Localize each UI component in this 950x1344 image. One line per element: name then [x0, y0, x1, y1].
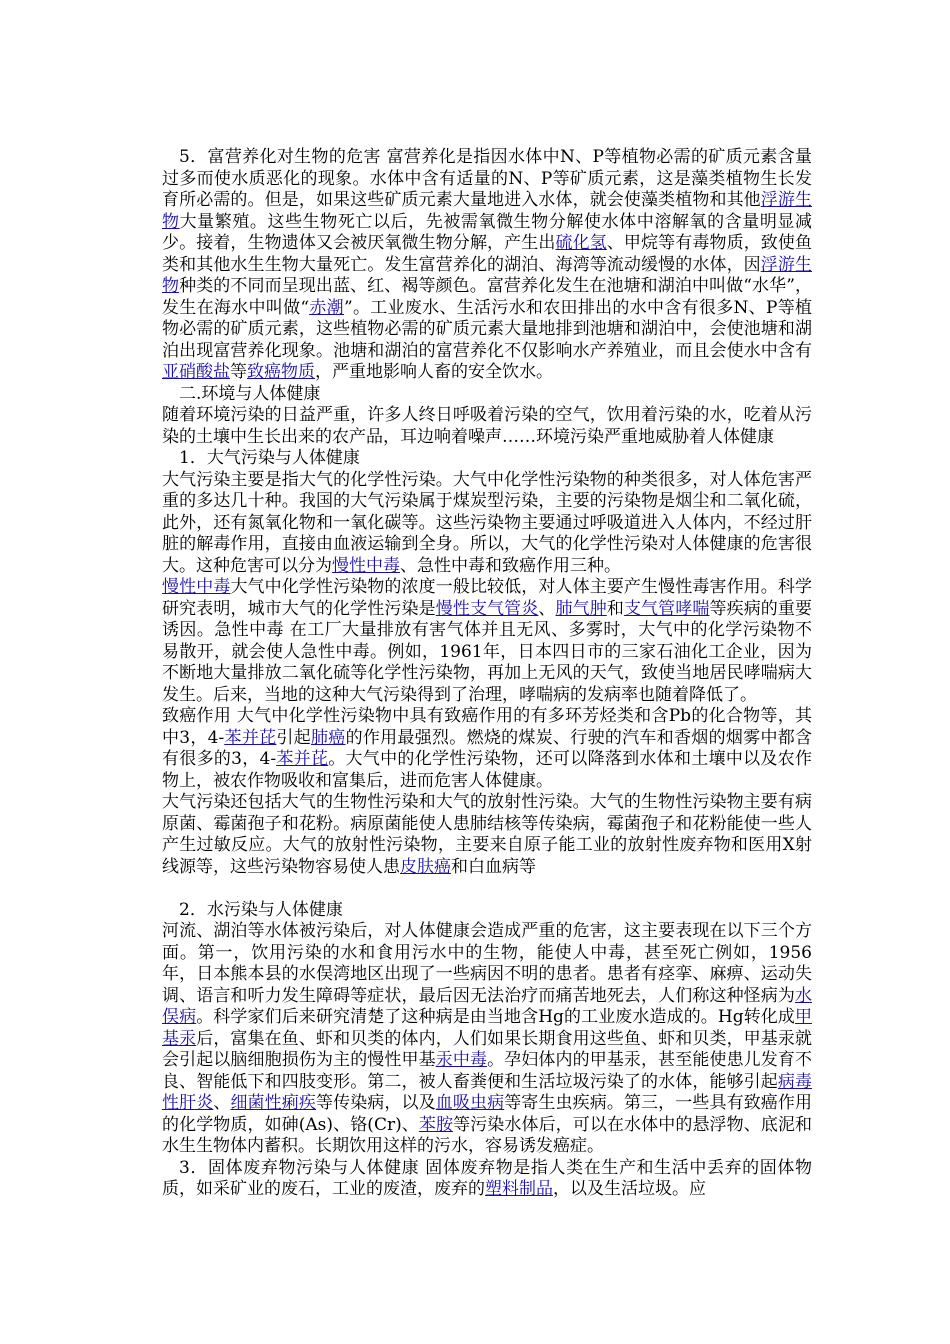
paragraph — [162, 384, 812, 406]
paragraph — [162, 577, 812, 706]
paragraph — [162, 470, 812, 578]
text-run: 和白血病等 — [451, 856, 536, 877]
term-link[interactable]: 浮游生物 — [162, 190, 813, 232]
paragraph — [162, 921, 812, 1158]
term-link[interactable]: 肺癌 — [310, 727, 346, 748]
text-run: 3．固体废弃物污染与人体健康 固体废弃物是指人类在生产和生活中丢弃的固体物质，如采矿业的废石，工业的废渣，废弃的 — [162, 1157, 812, 1199]
text-run: 大量繁殖。这些生物死亡以后，先被需氧微生物分解使水体中溶解氧的含量明显减少。接着，生物遗体又会被厌氧微生物分解，产生出 — [162, 211, 813, 253]
paragraph — [162, 792, 812, 878]
text-run: 等疾病的重要诱因。急性中毒 在工厂大量排放有害气体并且无风、多雾时，大气中的化学污染物不易散开，就会使人急性中毒。例如，1961年，日本四日市的三家石油化工企业，因为不断地大量排放二氧化硫等化学性污染物，再加上无风的天气，致使当地居民哮喘病大发生。后来，当地的这种大气污染得到了治理，哮喘病的发病率也随着降低了。 — [162, 598, 813, 705]
text-run: 大气污染还包括大气的生物性污染和大气的放射性污染。大气的生物性污染物主要有病原菌、霉菌孢子和花粉。病原菌能使人患肺结核等传染病，霉菌孢子和花粉能使一些人产生过敏反应。大气的放射性污染物，主要来自原子能工业的放射性废弃物和医用X射线源等，这些污染物容易使人患 — [162, 792, 812, 877]
term-link[interactable]: 硫化氢 — [555, 233, 607, 253]
text-run: 后，富集在鱼、虾和贝类的体内，人们如果长期食用这些鱼、虾和贝类，甲基汞就会引起以脑细胞损伤为主的慢性甲基 — [162, 1028, 813, 1070]
text-run: 大气中化学性污染物的浓度一般比较低，对人体主要产生慢性毒害作用。科学研究表明，城市大气的化学性污染是 — [162, 577, 813, 619]
text-run: 等传染病，以及 — [315, 1093, 436, 1113]
paragraph — [162, 706, 812, 792]
text-run: 随着环境污染的日益严重，许多人终日呼吸着污染的空气，饮用着污染的水，吃着从污染的土壤中生长出来的农产品，耳边响着噪声……环境污染严重地威胁着人体健康 — [162, 405, 812, 447]
term-link[interactable]: 慢性中毒 — [162, 577, 231, 597]
term-link[interactable]: 血吸虫病 — [435, 1093, 505, 1113]
term-link[interactable]: 苯并芘 — [276, 749, 329, 769]
text-run: 。孕妇体内的甲基汞，甚至能使患儿发育不良、智能低下和四肢变形。第二，被人畜粪便和生活垃圾污染了的水体，能够引起 — [162, 1050, 813, 1092]
term-link[interactable]: 细菌性痢疾 — [230, 1093, 316, 1113]
text-run: 、 — [213, 1093, 231, 1113]
text-run: 二.环境与人体健康 — [179, 383, 321, 404]
text-run: 和 — [606, 598, 624, 619]
text-run: 等寄生虫疾病。第三，一些具有致癌作用的化学物质，如砷(As)、铬(Cr)、 — [162, 1093, 813, 1135]
term-link[interactable]: 致癌物质 — [247, 362, 315, 382]
blank-line — [162, 878, 812, 900]
text-run: 致癌作用 大气中化学性污染物中具有致癌作用的有多环芳烃类和含Pb的化合物等，其中3，4- — [162, 706, 812, 748]
text-run: 。科学家们后来研究清楚了这种病是由当地含Hg的工业废水造成的。Hg转化成 — [196, 1007, 795, 1027]
term-link[interactable]: 汞中毒 — [435, 1050, 488, 1070]
term-link[interactable]: 水俣病 — [162, 985, 812, 1027]
document-body — [162, 147, 812, 1201]
text-run: 的作用最强烈。燃烧的煤炭、行驶的汽车和香烟的烟雾中都含有很多的3，4- — [162, 727, 813, 769]
text-run: ”。工业废水、生活污水和农田排出的水中含有很多N、P等植物必需的矿质元素，这些植物必需的矿质元素大量地排到池塘和湖泊中，会使池塘和湖泊出现富营养化现象。池塘和湖泊的富营养化不仅影响水产养殖业，而且会使水中含有 — [162, 297, 812, 361]
text-run: ，严重地影响人畜的安全饮水。 — [315, 362, 553, 382]
text-run: 河流、湖泊等水体被污染后，对人体健康会造成严重的危害，这主要表现在以下三个方面。第一，饮用污染的水和食用污水中的生物，能使人中毒，甚至死亡例如，1956年，日本熊本县的水俣湾地区出现了一些病因不明的患者。患者有痉挛、麻痹、运动失调、语言和听力发生障碍等症状，最后因无法治疗而痛苦地死去，人们称这种怪病为 — [162, 921, 812, 1006]
term-link[interactable]: 皮肤癌 — [400, 856, 451, 877]
term-link[interactable]: 塑料制品 — [485, 1179, 553, 1199]
paragraph — [162, 1158, 812, 1201]
paragraph — [162, 448, 812, 470]
paragraph — [162, 405, 812, 448]
text-run: 5．富营养化对生物的危害 富营养化是指因水体中N、P等植物必需的矿质元素含量过多而使水质恶化的现象。水体中含有适量的N、P等矿质元素，这是藻类植物生长发育所必需的。但是，如果这些矿质元素大量地进入水体，就会使藻类植物和其他 — [162, 147, 812, 210]
term-link[interactable]: 支气管哮喘 — [623, 598, 710, 619]
paragraph — [162, 900, 812, 922]
text-run: 、 — [538, 598, 556, 619]
term-link[interactable]: 浮游生物 — [162, 254, 813, 296]
text-run: 、急性中毒和致癌作用三种。 — [400, 555, 621, 576]
term-link[interactable]: 甲基汞 — [162, 1007, 812, 1049]
term-link[interactable]: 苯胺 — [418, 1114, 454, 1135]
term-link[interactable]: 病毒性肝炎 — [162, 1071, 812, 1113]
paragraph — [162, 147, 812, 384]
text-run: ，以及生活垃圾。应 — [553, 1179, 706, 1199]
text-run: 等 — [230, 362, 247, 382]
text-run: 1．大气污染与人体健康 — [179, 448, 360, 468]
term-link[interactable]: 赤潮 — [309, 297, 344, 318]
text-run: 引起 — [276, 727, 311, 748]
text-run: 等污染水体后，可以在水体中的悬浮物、底泥和水生生物体内蓄积。长期饮用这样的污水，容易诱发癌症。 — [162, 1114, 813, 1156]
term-link[interactable]: 肺气肿 — [555, 598, 607, 619]
term-link[interactable]: 慢性中毒 — [332, 555, 400, 576]
term-link[interactable]: 亚硝酸盐 — [162, 362, 230, 382]
text-run: 大气污染主要是指大气的化学性污染。大气中化学性污染物的种类很多，对人体危害严重的多达几十种。我国的大气污染属于煤炭型污染，主要的污染物是烟尘和二氧化硫，此外，还有氮氧化物和一氧化碳等。这些污染物主要通过呼吸道进入人体内，不经过肝脏的解毒作用，直接由血液运输到全身。所以，大气的化学性污染对人体健康的危害很大。这种危害可以分为 — [162, 469, 812, 576]
term-link[interactable]: 慢性支气管炎 — [435, 598, 539, 619]
text-run: 种类的不同而呈现出蓝、红、褐等颜色。富营养化发生在池塘和湖泊中叫做“水华”，发生在海水中叫做“ — [162, 276, 813, 318]
text-run: 2．水污染与人体健康 — [179, 899, 343, 920]
text-run: 。大气中的化学性污染物，还可以降落到水体和土壤中以及农作物上，被农作物吸收和富集后，进而危害人体健康。 — [162, 749, 813, 791]
text-run: 、甲烷等有毒物质，致使鱼类和其他水生生物大量死亡。发生富营养化的湖泊、海湾等流动缓慢的水体，因 — [162, 233, 813, 275]
term-link[interactable]: 苯并芘 — [224, 727, 277, 748]
